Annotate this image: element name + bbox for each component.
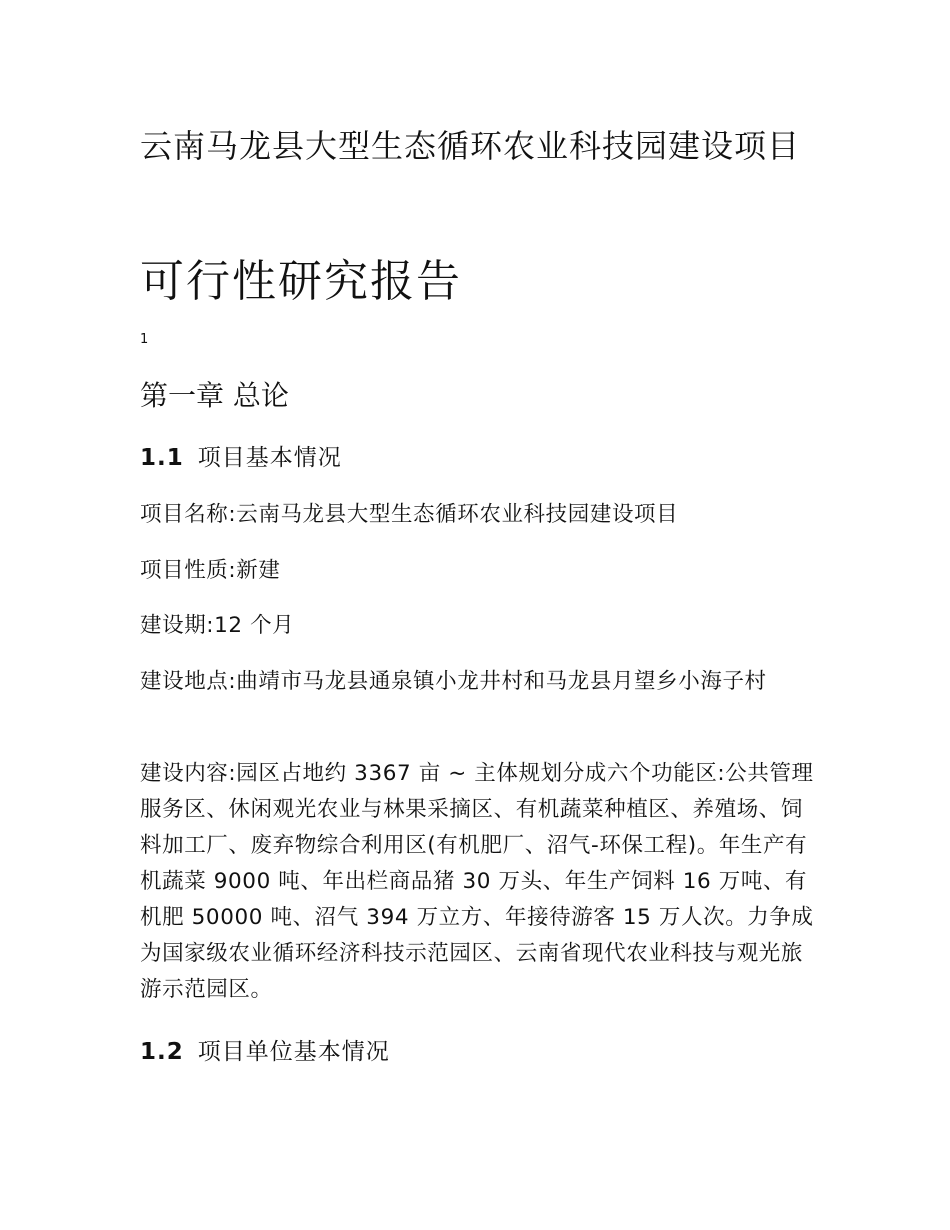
construction-content-field: 建设内容:园区占地约 3367 亩 ~ 主体规划分成六个功能区:公共管理服务区、休闲观光农业与林果采摘区、有机蔬菜种植区、养殖场、饲料加工厂、废弃物综合利用区(有机肥厂、沼气-环保工程)。年生产有机蔬菜 9000 吨、年出栏商品猪 30 万头、年生产饲料 16 万吨、有机肥 50000 吨、沼气 394 万立方、年接待游客 15 万人次。力争成为国家级农业循环经济科技示范园区、云南省现代农业科技与观光旅游示范园区。 [140, 761, 814, 1002]
section-number: 1.1 [140, 445, 184, 471]
chapter-heading: 第一章 总论 [140, 379, 289, 412]
section-heading-1-1 [140, 440, 342, 476]
project-nature-field: 项目性质:新建 [140, 558, 281, 583]
project-name-field: 项目名称:云南马龙县大型生态循环农业科技园建设项目 [140, 502, 679, 527]
page-number: 1 [140, 332, 149, 347]
document-title: 云南马龙县大型生态循环农业科技园建设项目 [140, 127, 801, 165]
section-number: 1.2 [140, 1039, 184, 1065]
section-title: 项目基本情况 [197, 445, 342, 471]
construction-period-field: 建设期:12 个月 [140, 613, 295, 638]
construction-location-field: 建设地点:曲靖市马龙县通泉镇小龙井村和马龙县月望乡小海子村 [140, 669, 767, 694]
document-subtitle: 可行性研究报告 [140, 256, 462, 307]
section-heading-1-2 [140, 1034, 390, 1070]
section-title: 项目单位基本情况 [197, 1039, 390, 1065]
